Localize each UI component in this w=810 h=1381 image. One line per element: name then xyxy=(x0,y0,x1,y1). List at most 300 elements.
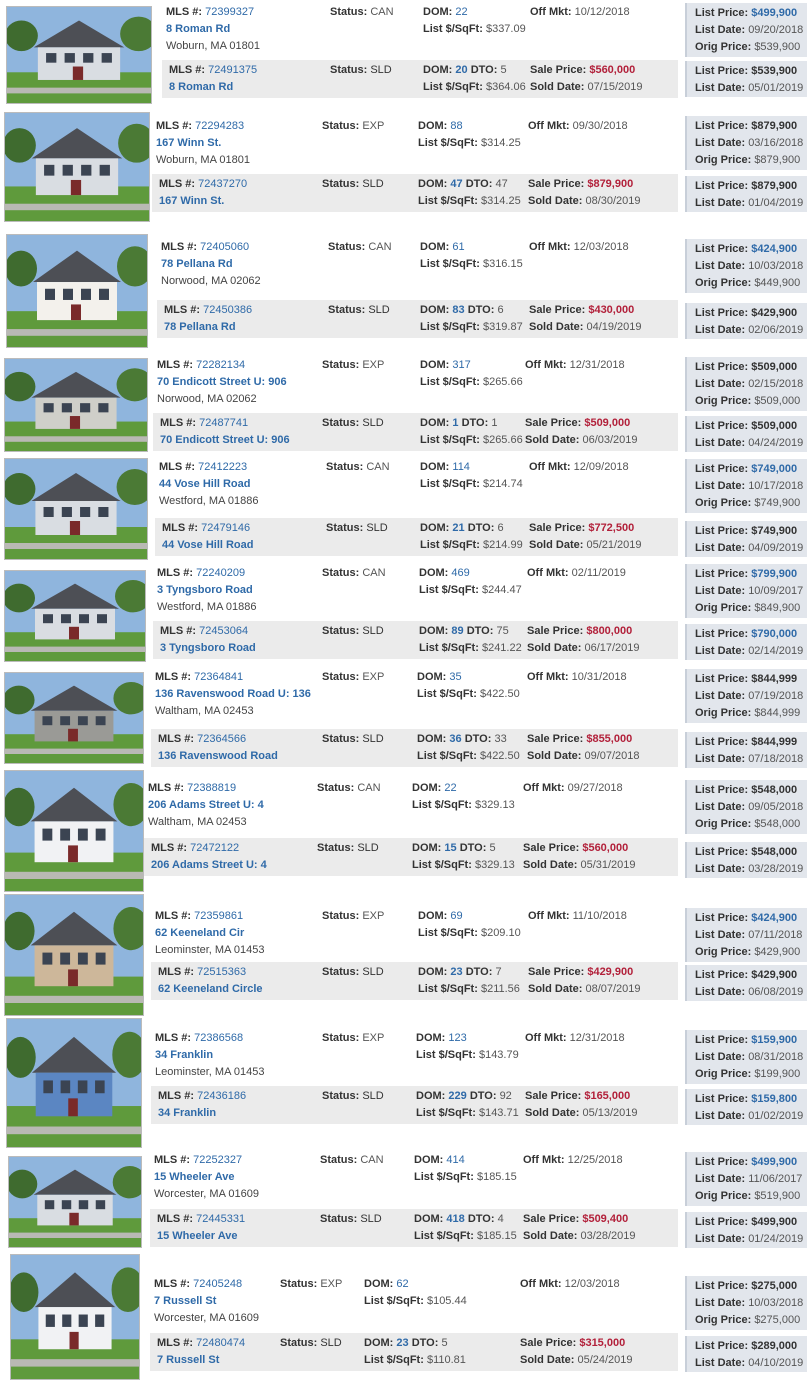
mls-number-label: MLS #: xyxy=(156,120,193,132)
dom-value: 1 xyxy=(452,417,459,429)
list-date-label: List Date: xyxy=(695,82,746,94)
list-date xyxy=(695,323,803,337)
list-price-per-sqft-label: List $/SqFt: xyxy=(414,1230,474,1242)
orig-price-label: Orig Price: xyxy=(695,1068,752,1080)
status-value: SLD xyxy=(370,64,392,76)
address-link[interactable] xyxy=(155,926,244,940)
address-link[interactable] xyxy=(158,749,278,763)
mls-number-value: 72359861 xyxy=(194,910,244,922)
list-price-per-sqft-value: $110.81 xyxy=(426,1354,466,1366)
list-price xyxy=(695,360,797,374)
orig-price xyxy=(695,153,800,167)
list-price-value: $539,900 xyxy=(751,65,798,77)
address-text[interactable]: 8 Roman Rd xyxy=(169,81,234,93)
mls-number-label: MLS #: xyxy=(169,64,206,76)
price-summary-box xyxy=(685,116,807,170)
address-text[interactable]: 7 Russell St xyxy=(154,1295,217,1307)
address-text[interactable]: 62 Keeneland Circle xyxy=(158,983,263,995)
address-text[interactable]: 3 Tyngsboro Road xyxy=(157,584,253,596)
address-link[interactable] xyxy=(157,375,287,389)
sold-date-label: Sold Date: xyxy=(529,321,584,333)
dom-value: 89 xyxy=(451,625,464,637)
dom-label: DOM: xyxy=(414,1154,444,1166)
list-price-per-sqft-label: List $/SqFt: xyxy=(418,195,478,207)
list-price-value: $429,900 xyxy=(751,307,798,319)
list-date-value: 10/03/2018 xyxy=(748,1297,804,1309)
list-price-value: $424,900 xyxy=(751,912,798,924)
list-date-label: List Date: xyxy=(695,585,746,597)
list-price-per-sqft-value: $364.06 xyxy=(485,81,526,93)
mls-number xyxy=(158,732,246,746)
mls-number xyxy=(160,624,248,638)
orig-price-value: $429,900 xyxy=(754,946,801,958)
off-market-date-value: 09/27/2018 xyxy=(567,782,623,794)
address-text[interactable]: 7 Russell St xyxy=(157,1354,220,1366)
address-link[interactable] xyxy=(151,858,267,872)
status-value: SLD xyxy=(368,304,390,316)
orig-price-label: Orig Price: xyxy=(695,41,752,53)
listing-photo[interactable] xyxy=(6,234,148,348)
sale-price-label: Sale Price: xyxy=(530,64,587,76)
price-summary-box xyxy=(685,842,807,878)
list-date-value: 01/04/2019 xyxy=(748,197,804,209)
listing-photo[interactable] xyxy=(6,1018,142,1148)
list-price-per-sqft xyxy=(420,538,523,552)
mls-number-label: MLS #: xyxy=(154,1154,191,1166)
off-market-date-label: Off Mkt: xyxy=(527,671,569,683)
dom-label: DOM: xyxy=(419,625,449,637)
list-date-label: List Date: xyxy=(695,197,746,209)
list-price-per-sqft-value: $143.71 xyxy=(478,1107,519,1119)
dom-label: DOM: xyxy=(418,966,448,978)
off-market-date xyxy=(528,909,627,923)
dto-label: DTO: xyxy=(470,64,498,76)
listing-photo[interactable] xyxy=(8,1156,142,1248)
mls-number xyxy=(156,119,244,133)
dom xyxy=(420,358,471,372)
mls-number-label: MLS #: xyxy=(151,842,188,854)
dom-dto xyxy=(412,841,496,855)
list-date xyxy=(695,1296,803,1310)
address-link[interactable] xyxy=(161,257,233,271)
address-text[interactable]: 3 Tyngsboro Road xyxy=(160,642,256,654)
mls-number-value: 72388819 xyxy=(187,782,237,794)
list-price-value: $879,900 xyxy=(751,180,798,192)
dom-value: 47 xyxy=(450,178,463,190)
sold-date-label: Sold Date: xyxy=(527,750,582,762)
status-label: Status: xyxy=(326,522,364,534)
list-date xyxy=(695,23,803,37)
sale-price-value: $429,900 xyxy=(587,966,634,978)
list-date-label: List Date: xyxy=(695,753,746,765)
dto-value: 1 xyxy=(491,417,498,429)
list-price-per-sqft xyxy=(419,641,522,655)
address-link[interactable] xyxy=(159,194,224,208)
sold-date-value: 08/30/2019 xyxy=(585,195,641,207)
mls-number xyxy=(166,5,254,19)
address-link[interactable] xyxy=(160,641,256,655)
orig-price xyxy=(695,817,800,831)
status-value: SLD xyxy=(362,1090,384,1102)
orig-price xyxy=(695,1189,800,1203)
address-text[interactable]: 44 Vose Hill Road xyxy=(162,539,254,551)
price-summary-box xyxy=(685,564,807,618)
address-text[interactable]: 34 Franklin xyxy=(158,1107,217,1119)
dto-label: DTO: xyxy=(465,178,493,190)
sold-date xyxy=(528,194,641,208)
list-date-value: 08/31/2018 xyxy=(748,1051,804,1063)
dom xyxy=(418,119,463,133)
off-market-date xyxy=(520,1277,620,1291)
price-summary-box xyxy=(685,669,807,723)
listing-photo[interactable] xyxy=(4,112,150,222)
address-link[interactable] xyxy=(157,583,253,597)
city-state-zip: Leominster, MA 01453 xyxy=(155,944,265,956)
status xyxy=(328,303,390,317)
list-date-value: 06/08/2019 xyxy=(748,986,804,998)
status-value: SLD xyxy=(357,842,379,854)
list-price-per-sqft-label: List $/SqFt: xyxy=(423,23,483,35)
list-price-label: List Price: xyxy=(695,568,749,580)
list-price-label: List Price: xyxy=(695,420,749,432)
mls-number-value: 72405060 xyxy=(200,241,250,253)
list-date xyxy=(695,928,802,942)
dom-label: DOM: xyxy=(418,910,448,922)
sale-price-value: $430,000 xyxy=(588,304,635,316)
list-date-label: List Date: xyxy=(695,863,746,875)
list-date-value: 07/19/2018 xyxy=(748,690,804,702)
address-link[interactable] xyxy=(166,22,230,36)
sold-date-label: Sold Date: xyxy=(520,1354,575,1366)
mls-number-label: MLS #: xyxy=(155,671,192,683)
list-price-value: $275,000 xyxy=(751,1280,798,1292)
list-date-value: 07/18/2018 xyxy=(748,753,804,765)
list-price-per-sqft-label: List $/SqFt: xyxy=(420,376,480,388)
sold-date-label: Sold Date: xyxy=(529,539,584,551)
dto-value: 5 xyxy=(441,1337,448,1349)
address-text[interactable]: 167 Winn St. xyxy=(156,137,222,149)
list-price xyxy=(695,64,797,78)
list-date-label: List Date: xyxy=(695,437,746,449)
city-state-zip: Leominster, MA 01453 xyxy=(155,1066,265,1078)
mls-number xyxy=(154,1153,242,1167)
status-label: Status: xyxy=(322,1032,360,1044)
address-link[interactable] xyxy=(169,80,233,94)
list-date-label: List Date: xyxy=(695,24,746,36)
mls-number-value: 72437270 xyxy=(198,178,248,190)
city-state-zip: Woburn, MA 01801 xyxy=(156,154,250,166)
list-price-per-sqft-label: List $/SqFt: xyxy=(412,799,472,811)
mls-number-label: MLS #: xyxy=(157,1213,194,1225)
dom-value: 23 xyxy=(450,966,463,978)
list-date-value: 02/15/2018 xyxy=(748,378,804,390)
status xyxy=(326,521,388,535)
city-state-zip: Worcester, MA 01609 xyxy=(154,1312,259,1324)
status-label: Status: xyxy=(328,304,366,316)
status-label: Status: xyxy=(280,1337,318,1349)
sold-date xyxy=(528,982,641,996)
off-market-date-label: Off Mkt: xyxy=(523,1154,565,1166)
off-market-date xyxy=(529,460,629,474)
list-price-label: List Price: xyxy=(695,969,749,981)
list-price-value: $509,000 xyxy=(751,420,798,432)
address-link[interactable] xyxy=(158,982,263,996)
list-price-per-sqft-value: $329.13 xyxy=(474,799,515,811)
sale-price xyxy=(529,521,634,535)
status xyxy=(317,841,379,855)
address-link[interactable] xyxy=(154,1294,216,1308)
address-text[interactable]: 206 Adams Street U: 4 xyxy=(148,799,264,811)
dto-value: 75 xyxy=(496,625,509,637)
orig-price-value: $749,900 xyxy=(754,497,801,509)
off-market-date-label: Off Mkt: xyxy=(525,359,567,371)
status xyxy=(322,624,384,638)
orig-price-label: Orig Price: xyxy=(695,277,752,289)
off-market-date-label: Off Mkt: xyxy=(525,1032,567,1044)
address-link[interactable] xyxy=(159,477,251,491)
city-state-zip: Woburn, MA 01801 xyxy=(166,40,260,52)
listing-photo[interactable] xyxy=(10,1254,140,1380)
mls-number-value: 72240209 xyxy=(196,567,246,579)
status-value: SLD xyxy=(362,417,384,429)
price-summary-box xyxy=(685,908,807,962)
list-date xyxy=(695,1050,803,1064)
dom xyxy=(412,781,457,795)
sale-price-value: $509,400 xyxy=(582,1213,629,1225)
listing-photo[interactable] xyxy=(4,672,144,764)
list-date xyxy=(695,862,803,876)
mls-number-label: MLS #: xyxy=(157,1337,194,1349)
price-summary-box xyxy=(685,1276,807,1330)
list-price xyxy=(695,1033,797,1047)
mls-number-value: 72450386 xyxy=(203,304,253,316)
list-date xyxy=(695,644,803,658)
address-text[interactable]: 44 Vose Hill Road xyxy=(159,478,251,490)
sale-price-value: $772,500 xyxy=(588,522,635,534)
dom-value: 88 xyxy=(450,120,463,132)
address-text[interactable]: 70 Endicott Street U: 906 xyxy=(157,376,287,388)
list-price-per-sqft xyxy=(364,1353,466,1367)
list-price-per-sqft xyxy=(420,257,523,271)
address-link[interactable] xyxy=(157,1229,238,1243)
orig-price-value: $539,900 xyxy=(754,41,801,53)
city-state-zip: Worcester, MA 01609 xyxy=(154,1188,259,1200)
dto-value: 5 xyxy=(489,842,496,854)
list-price-per-sqft xyxy=(417,749,520,763)
list-date xyxy=(695,479,803,493)
dom xyxy=(414,1153,465,1167)
list-date-label: List Date: xyxy=(695,1051,746,1063)
mls-number xyxy=(155,670,243,684)
dom-label: DOM: xyxy=(412,842,442,854)
address-link[interactable] xyxy=(156,136,221,150)
list-price xyxy=(695,968,797,982)
mls-number xyxy=(164,303,252,317)
list-price xyxy=(695,306,797,320)
sale-price-value: $560,000 xyxy=(589,64,636,76)
address-link[interactable] xyxy=(154,1170,235,1184)
off-market-date-value: 12/09/2018 xyxy=(573,461,629,473)
sale-price xyxy=(527,624,632,638)
status xyxy=(328,240,392,254)
mls-number-label: MLS #: xyxy=(160,625,197,637)
mls-number-value: 72491375 xyxy=(208,64,258,76)
address-text[interactable]: 167 Winn St. xyxy=(159,195,225,207)
house-photo-colonial xyxy=(5,113,149,221)
mls-number-value: 72472122 xyxy=(190,842,240,854)
list-date-value: 02/14/2019 xyxy=(748,645,804,657)
city-state-zip: Waltham, MA 02453 xyxy=(148,816,247,828)
dom xyxy=(418,909,463,923)
status-label: Status: xyxy=(322,359,360,371)
list-price-per-sqft-label: List $/SqFt: xyxy=(364,1295,424,1307)
list-price-label: List Price: xyxy=(695,1280,749,1292)
list-price xyxy=(695,627,797,641)
address-link[interactable] xyxy=(164,320,236,334)
list-price-value: $424,900 xyxy=(751,243,798,255)
orig-price xyxy=(695,706,800,720)
orig-price xyxy=(695,276,800,290)
list-date xyxy=(695,377,803,391)
sold-date-label: Sold Date: xyxy=(530,81,585,93)
listing-photo[interactable] xyxy=(4,894,144,1016)
list-price-per-sqft-label: List $/SqFt: xyxy=(419,584,479,596)
list-price-value: $844,999 xyxy=(751,673,798,685)
dom-value: 21 xyxy=(452,522,465,534)
address-text[interactable]: 62 Keeneland Cir xyxy=(155,927,245,939)
sale-price-value: $879,900 xyxy=(587,178,634,190)
address-text[interactable]: 34 Franklin xyxy=(155,1049,214,1061)
status-value: CAN xyxy=(357,782,381,794)
list-price-label: List Price: xyxy=(695,912,749,924)
mls-number-value: 72364566 xyxy=(197,733,247,745)
list-price-per-sqft-label: List $/SqFt: xyxy=(420,434,480,446)
listing-photo[interactable] xyxy=(4,458,148,560)
list-price-per-sqft-label: List $/SqFt: xyxy=(416,1107,476,1119)
address-text[interactable]: 136 Ravenswood Road U: 136 xyxy=(155,688,311,700)
list-date-label: List Date: xyxy=(695,1357,746,1369)
list-price-per-sqft-label: List $/SqFt: xyxy=(416,1049,476,1061)
house-photo-colonial xyxy=(9,1157,141,1247)
address-text[interactable]: 8 Roman Rd xyxy=(166,23,231,35)
listing-photo[interactable] xyxy=(4,358,148,452)
list-price-label: List Price: xyxy=(695,846,749,858)
address-text[interactable]: 15 Wheeler Ave xyxy=(157,1230,238,1242)
listing-photo[interactable] xyxy=(6,6,152,104)
off-market-date-label: Off Mkt: xyxy=(529,241,571,253)
price-summary-box xyxy=(685,357,807,411)
dom-value: 62 xyxy=(396,1278,409,1290)
list-price-label: List Price: xyxy=(695,628,749,640)
house-photo-blue xyxy=(7,1019,141,1147)
status xyxy=(322,416,384,430)
listing-photo[interactable] xyxy=(4,570,146,662)
address-link[interactable] xyxy=(162,538,254,552)
status xyxy=(280,1336,342,1350)
address-link[interactable] xyxy=(160,433,290,447)
list-date-label: List Date: xyxy=(695,1173,746,1185)
address-text[interactable]: 70 Endicott Street U: 906 xyxy=(160,434,290,446)
address-link[interactable] xyxy=(155,687,311,701)
house-photo-colonial xyxy=(5,459,147,559)
status-label: Status: xyxy=(322,1090,360,1102)
sold-date-value: 03/28/2019 xyxy=(580,1230,636,1242)
mls-number xyxy=(151,841,239,855)
dom-label: DOM: xyxy=(420,304,450,316)
dom-dto xyxy=(419,624,509,638)
list-price-label: List Price: xyxy=(695,525,749,537)
list-price-value: $844,999 xyxy=(751,736,798,748)
listing-photo[interactable] xyxy=(4,770,144,892)
mls-number-label: MLS #: xyxy=(166,6,203,18)
status-value: CAN xyxy=(366,461,390,473)
dto-value: 7 xyxy=(495,966,502,978)
list-price-value: $499,900 xyxy=(751,7,798,19)
status xyxy=(317,781,381,795)
list-price-label: List Price: xyxy=(695,1034,749,1046)
address-link[interactable] xyxy=(157,1353,219,1367)
sold-date-value: 05/31/2019 xyxy=(580,859,636,871)
mls-number xyxy=(161,240,249,254)
dom-dto xyxy=(417,732,507,746)
list-price-per-sqft xyxy=(420,320,523,334)
orig-price-label: Orig Price: xyxy=(695,1314,752,1326)
dto-label: DTO: xyxy=(411,1337,439,1349)
dto-value: 4 xyxy=(497,1213,504,1225)
list-price-per-sqft xyxy=(419,583,522,597)
list-price xyxy=(695,1339,797,1353)
list-price-per-sqft-value: $105.44 xyxy=(426,1295,467,1307)
status xyxy=(322,1089,384,1103)
mls-number-label: MLS #: xyxy=(158,733,195,745)
list-price-per-sqft-value: $265.66 xyxy=(482,376,523,388)
status xyxy=(322,566,386,580)
list-price-label: List Price: xyxy=(695,7,749,19)
price-summary-box xyxy=(685,3,807,57)
list-price-label: List Price: xyxy=(695,361,749,373)
address-text[interactable]: 15 Wheeler Ave xyxy=(154,1171,235,1183)
address-text[interactable]: 78 Pellana Rd xyxy=(164,321,236,333)
dom-value: 83 xyxy=(452,304,465,316)
dom-dto xyxy=(414,1212,504,1226)
price-summary-box xyxy=(685,303,807,339)
dom-dto xyxy=(418,177,508,191)
address-text[interactable]: 136 Ravenswood Road xyxy=(158,750,278,762)
off-market-date-label: Off Mkt: xyxy=(528,120,570,132)
dto-label: DTO: xyxy=(464,733,492,745)
dom-value: 22 xyxy=(455,6,468,18)
list-date-value: 07/11/2018 xyxy=(748,929,803,941)
address-text[interactable]: 78 Pellana Rd xyxy=(161,258,233,270)
mls-number xyxy=(159,460,247,474)
orig-price-label: Orig Price: xyxy=(695,1190,752,1202)
price-summary-box xyxy=(685,1152,807,1206)
address-link[interactable] xyxy=(148,798,264,812)
list-date xyxy=(695,436,803,450)
dom-dto xyxy=(420,521,504,535)
list-date-value: 04/09/2019 xyxy=(748,542,804,554)
address-text[interactable]: 206 Adams Street U: 4 xyxy=(151,859,267,871)
dom-label: DOM: xyxy=(416,1090,446,1102)
sale-price-label: Sale Price: xyxy=(529,304,586,316)
list-price xyxy=(695,6,797,20)
list-price xyxy=(695,179,797,193)
mls-number xyxy=(155,909,243,923)
address-link[interactable] xyxy=(155,1048,213,1062)
price-summary-box xyxy=(685,416,807,452)
address-link[interactable] xyxy=(158,1106,216,1120)
list-price-label: List Price: xyxy=(695,180,749,192)
